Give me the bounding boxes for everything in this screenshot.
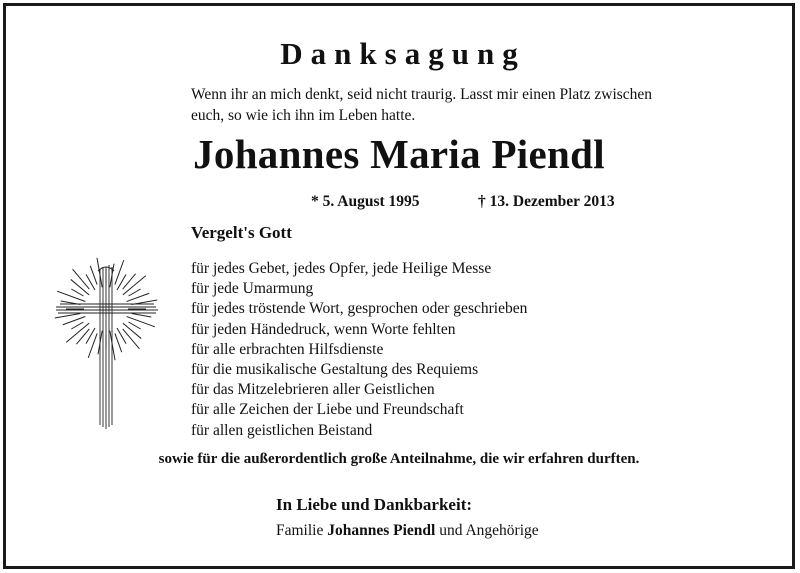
heading-danksagung: Danksagung: [280, 36, 526, 71]
family-prefix: Familie: [276, 522, 324, 539]
quote: [191, 84, 791, 126]
closing-heading: In Liebe und Dankbarkeit:: [276, 495, 473, 514]
thanks-item: für allen geistlichen Beistand: [191, 421, 373, 439]
thanks-list: [191, 259, 527, 441]
family-signature: [276, 522, 539, 540]
thanks-item: für alle erbrachten Hilfsdienste: [191, 340, 384, 358]
death-date: † 13. Dezember 2013: [478, 193, 615, 210]
thanks-item: für jedes Gebet, jedes Opfer, jede Heilige Messe: [191, 260, 492, 277]
closing-sentence: sowie für die außerordentlich große Anteilnahme, die wir erfahren durften.: [158, 451, 640, 467]
quote-line-2: euch, so wie ich ihn im Leben hatte.: [191, 107, 416, 124]
thanks-item: für jedes tröstende Wort, gesprochen oder geschrieben: [191, 300, 528, 318]
thanks-item: für die musikalische Gestaltung des Requiems: [191, 361, 479, 379]
thanks-item: für jede Umarmung: [191, 280, 314, 298]
thanks-item: für jeden Händedruck, wenn Worte fehlten: [191, 320, 456, 338]
family-name: Johannes Piendl: [327, 522, 436, 539]
thanks-item: für alle Zeichen der Liebe und Freundschaft: [191, 401, 464, 419]
deceased-name: Johannes Maria Piendl: [193, 131, 605, 177]
birth-date: * 5. August 1995: [311, 193, 420, 210]
cross-with-sunburst-icon: [46, 249, 176, 434]
quote-line-1: Wenn ihr an mich denkt, seid nicht traurig. Lasst mir einen Platz zwischen: [191, 86, 653, 103]
thanks-item: für das Mitzelebrieren aller Geistlichen: [191, 381, 435, 399]
obituary-card: [3, 3, 795, 569]
vergelts-gott-heading: Vergelt's Gott: [191, 223, 292, 242]
family-suffix: und Angehörige: [439, 522, 539, 539]
